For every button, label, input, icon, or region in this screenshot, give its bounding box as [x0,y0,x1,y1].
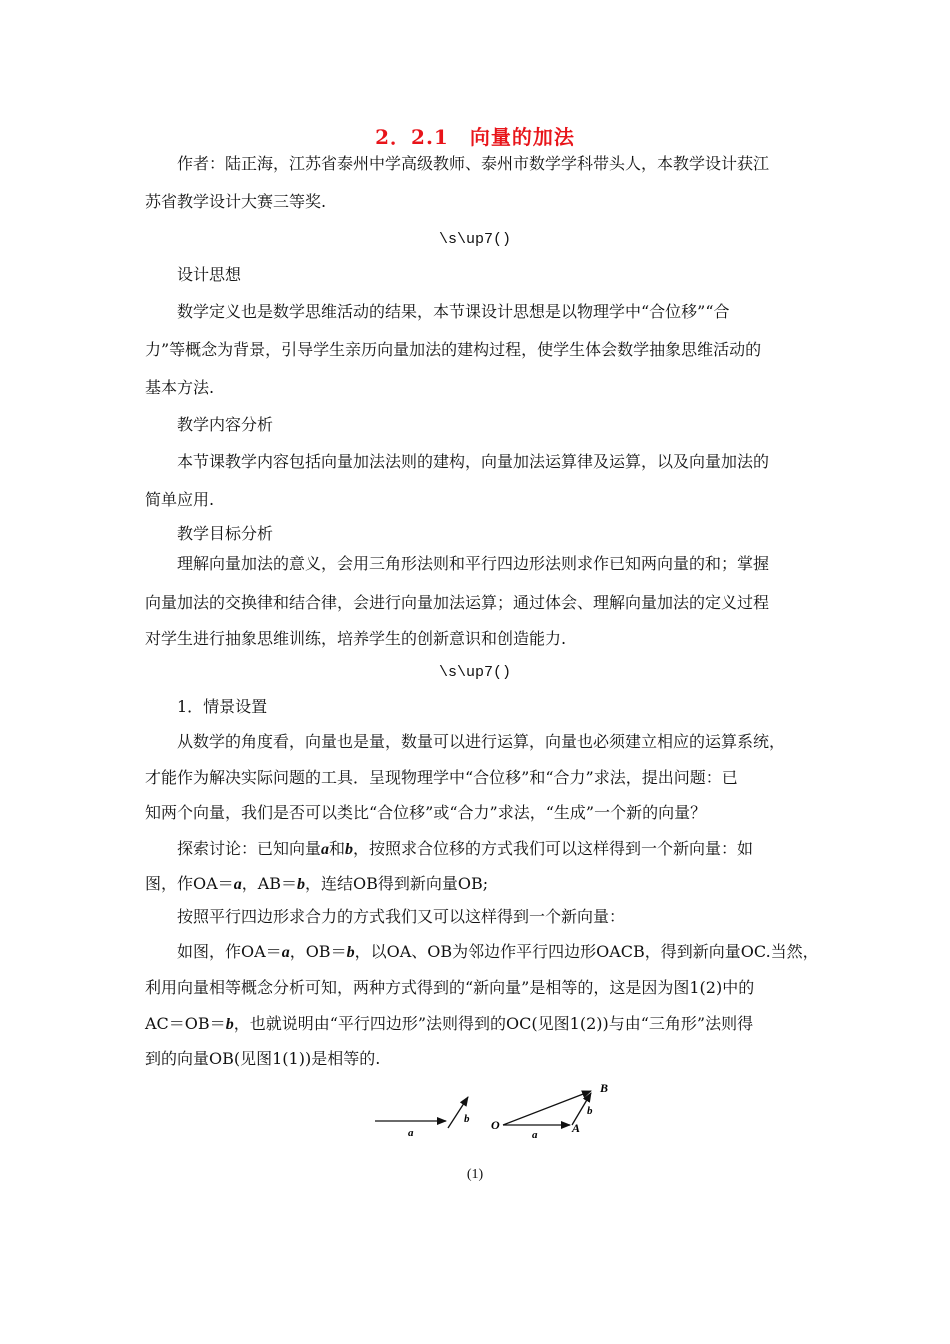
figure-text-line-4: 到的向量OB(见图1(1))是相等的. [145,1049,381,1068]
content-line-2: 简单应用. [145,490,215,509]
design-line-1: 数学定义也是数学思维活动的结果，本节课设计思想是以物理学中“合位移”“合 [177,302,730,321]
vector-b-label-triangle: b [587,1105,593,1117]
author-line-2: 苏省教学设计大赛三等奖. [145,192,327,211]
point-B-label: B [600,1081,609,1095]
paragraph-line-1: 按照平行四边形求合力的方式我们又可以这样得到一个新向量： [177,907,626,926]
heading-design: 设计思想 [177,265,242,284]
scene-line-2: 才能作为解决实际问题的工具．呈现物理学中“合位移”和“合力”求法，提出问题：已 [145,768,738,787]
figure-text-line-2: 利用向量相等概念分析可知，两种方式得到的“新向量”是相等的，这是因为图1(2)中的 [145,978,755,997]
point-A-label: A [572,1121,581,1135]
vector-a-label: a [408,1127,414,1139]
point-O-label: O [491,1118,500,1132]
vector-a-symbol: a [281,944,290,961]
author-line-1: 作者：陆正海，江苏省泰州中学高级教师、泰州市数学学科带头人，本教学设计获江 [177,154,770,173]
explore-line-1: 探索讨论：已知向量a和b，按照求合位移的方式我们可以这样得到一个新向量：如 [177,839,754,858]
section-marker-2: \s\up7() [438,664,511,681]
vector-a-symbol: a [233,876,242,893]
goal-line-2: 向量加法的交换律和结合律，会进行向量加法运算；通过体会、理解向量加法的定义过程 [145,593,770,612]
heading-content: 教学内容分析 [177,415,274,434]
scene-line-1: 从数学的角度看，向量也是量，数量可以进行运算，向量也必须建立相应的运算系统， [177,732,786,751]
scene-line-3: 知两个向量，我们是否可以类比“合位移”或“合力”求法，“生成”一个新的向量？ [145,803,707,822]
goal-line-3: 对学生进行抽象思维训练，培养学生的创新意识和创造能力. [145,629,567,648]
page-title: 2．2.1 向量的加法 [375,125,575,149]
heading-scene: 1．情景设置 [177,697,268,716]
vector-b-symbol: b [346,944,355,961]
design-line-3: 基本方法. [145,378,215,397]
figure-text-line-1: 如图，作OA＝a，OB＝b，以OA、OB为邻边作平行四边形OACB，得到新向量OC.当然， [177,942,819,961]
vector-addition-figure [360,1072,630,1147]
vector-b-symbol: b [345,841,354,858]
vector-a-symbol: a [321,841,330,858]
figure-text-line-3: AC＝OB＝b，也就说明由“平行四边形”法则得到的OC(见图1(2))与由“三角形”法则得 [145,1014,754,1033]
section-marker-1: \s\up7() [438,231,511,248]
vector-b-symbol: b [297,876,306,893]
heading-goal: 教学目标分析 [177,524,274,543]
content-line-1: 本节课教学内容包括向量加法法则的建构，向量加法运算律及运算，以及向量加法的 [177,452,770,471]
goal-line-1: 理解向量加法的意义，会用三角形法则和平行四边形法则求作已知两向量的和；掌握 [177,554,770,573]
vector-b-label: b [464,1113,470,1125]
explore-line-2: 图，作OA＝a，AB＝b，连结OB得到新向量OB; [145,874,489,893]
vector-a-label-triangle: a [532,1129,538,1141]
design-line-2: 力”等概念为背景，引导学生亲历向量加法的建构过程，使学生体会数学抽象思维活动的 [145,340,762,359]
vector-b-symbol: b [225,1016,234,1033]
vector-OB-arrow [503,1091,591,1125]
figure-caption: (1) [466,1167,484,1182]
